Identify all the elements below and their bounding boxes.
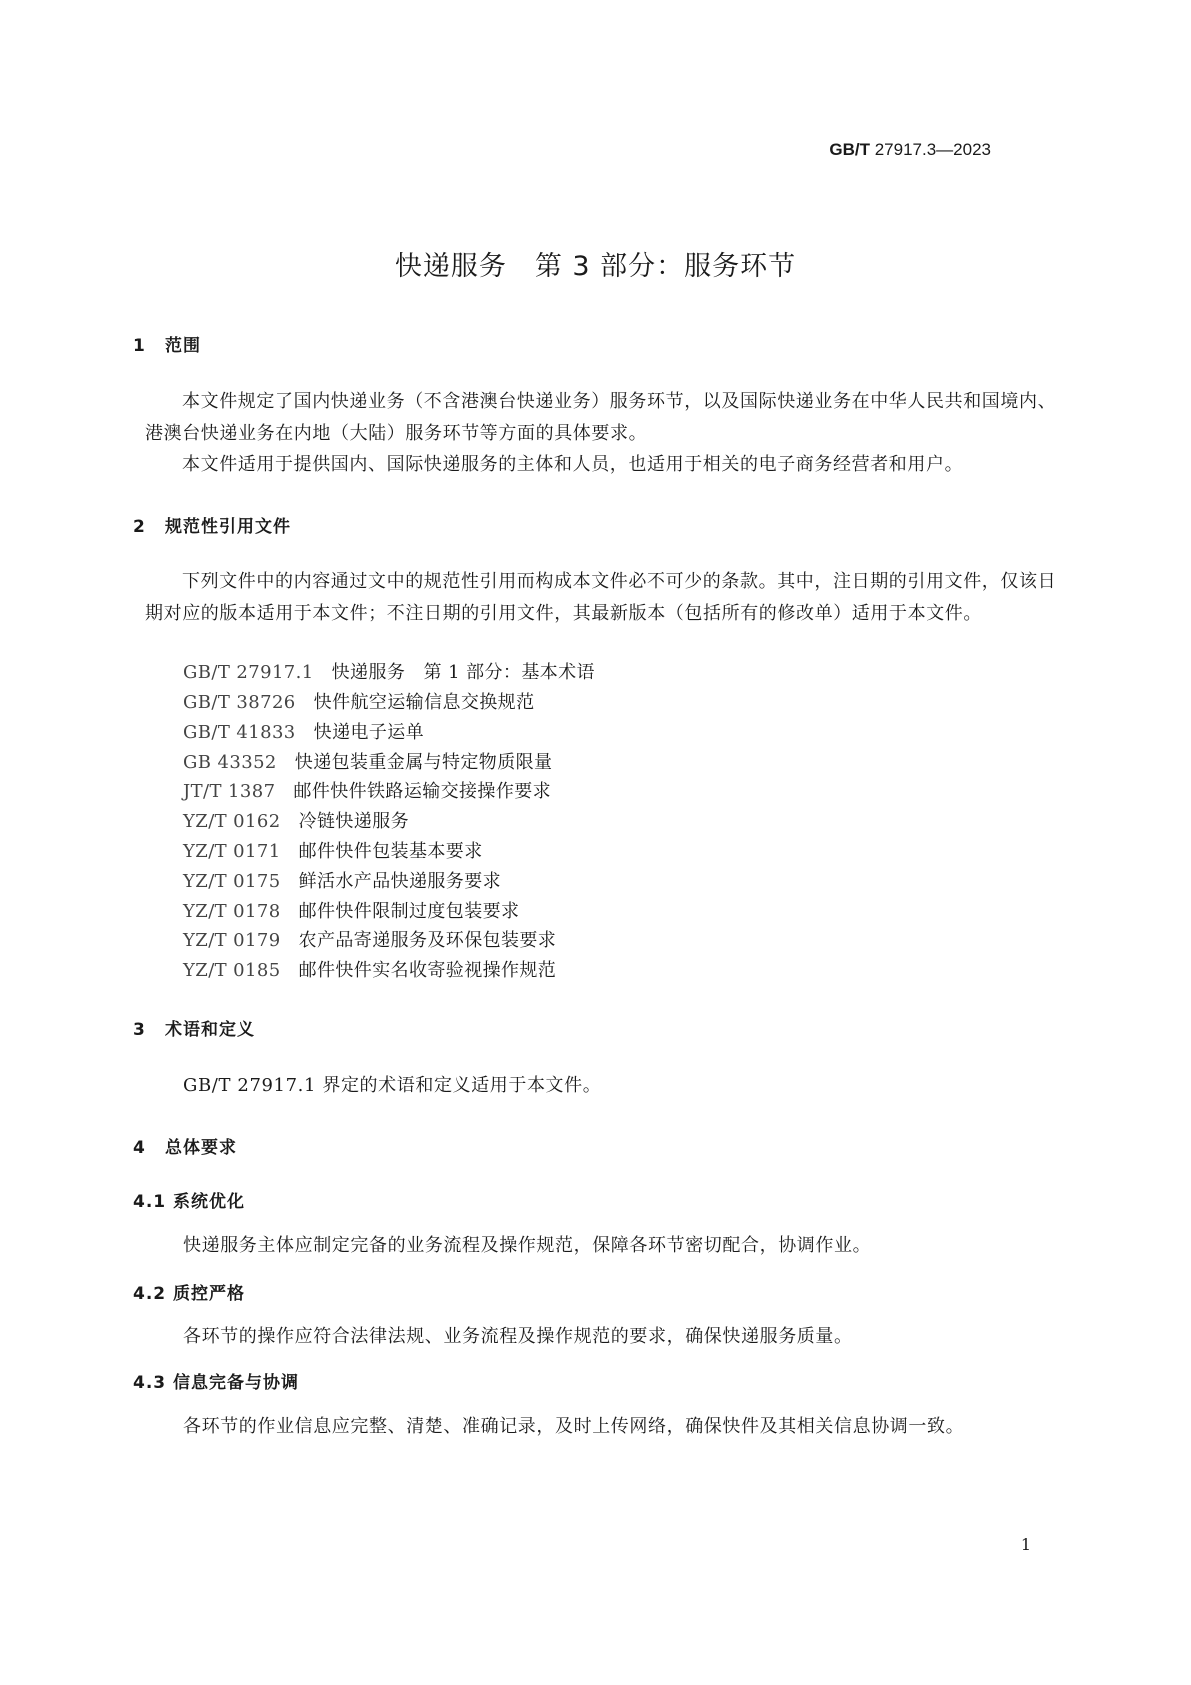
reference-item: [183, 777, 551, 803]
section-number: 3: [133, 1020, 146, 1040]
reference-item: [183, 956, 556, 982]
page-number: 1: [1020, 1535, 1031, 1554]
section-number: 2: [133, 517, 146, 537]
reference-code: YZ/T 0185: [183, 960, 281, 981]
standard-prefix: GB/T: [829, 140, 870, 159]
section-1-paragraph-2: 本文件适用于提供国内、国际快递服务的主体和人员，也适用于相关的电子商务经营者和用户。: [182, 454, 964, 475]
subsection-number: 4.1: [133, 1192, 167, 1212]
reference-code: YZ/T 0162: [183, 811, 281, 832]
reference-code: GB/T 27917.1: [183, 662, 314, 683]
reference-title: 农产品寄递服务及环保包装要求: [298, 930, 557, 951]
reference-title: 快递包装重金属与特定物质限量: [294, 752, 553, 773]
section-1-heading: [133, 331, 201, 356]
section-number: 4: [133, 1138, 146, 1158]
subsection-title: 质控严格: [173, 1284, 245, 1304]
reference-code: GB 43352: [183, 752, 277, 773]
reference-item: [183, 748, 552, 774]
section-title: 总体要求: [165, 1138, 237, 1158]
reference-code: YZ/T 0175: [183, 871, 281, 892]
reference-item: [183, 867, 501, 893]
subsection-4-1-heading: [133, 1187, 245, 1212]
reference-title: 邮件快件包装基本要求: [298, 841, 483, 862]
reference-code: JT/T 1387: [183, 781, 276, 802]
section-number: 1: [133, 336, 146, 356]
reference-title: 邮件快件限制过度包装要求: [298, 901, 520, 922]
subsection-number: 4.2: [133, 1284, 167, 1304]
reference-item: [183, 718, 424, 744]
reference-item: [183, 807, 409, 833]
subsection-4-3-heading: [133, 1368, 299, 1393]
reference-code: YZ/T 0178: [183, 901, 281, 922]
section-2-heading: [133, 512, 291, 537]
document-title: 快递服务 第 3 部分：服务环节: [394, 251, 797, 282]
reference-title: 冷链快递服务: [298, 811, 409, 832]
standard-number: [829, 140, 991, 160]
reference-title: 邮件快件铁路运输交接操作要求: [293, 781, 552, 802]
reference-title: 快递电子运单: [313, 722, 425, 743]
reference-code: YZ/T 0171: [183, 841, 281, 862]
reference-item: [183, 658, 595, 684]
subsection-4-1-text: 快递服务主体应制定完备的业务流程及操作规范，保障各环节密切配合，协调作业。: [183, 1235, 872, 1256]
reference-code: GB/T 38726: [183, 692, 296, 713]
reference-title: 鲜活水产品快递服务要求: [298, 871, 501, 892]
section-4-heading: [133, 1133, 237, 1158]
reference-code: GB/T 41833: [183, 722, 296, 743]
subsection-4-3-text: 各环节的作业信息应完整、清楚、准确记录，及时上传网络，确保快件及其相关信息协调一致。: [183, 1416, 965, 1437]
subsection-title: 系统优化: [173, 1192, 245, 1212]
standard-code: 27917.3—2023: [874, 140, 991, 159]
section-3-heading: [133, 1015, 255, 1040]
subsection-number: 4.3: [133, 1373, 167, 1393]
subsection-4-2-heading: [133, 1279, 245, 1304]
section-title: 范围: [165, 336, 201, 356]
reference-item: [183, 837, 483, 863]
reference-code: YZ/T 0179: [183, 930, 281, 951]
subsection-4-2-text: 各环节的操作应符合法律法规、业务流程及操作规范的要求，确保快递服务质量。: [183, 1326, 853, 1347]
section-title: 术语和定义: [165, 1020, 255, 1040]
section-2-intro: 下列文件中的内容通过文中的规范性引用而构成本文件必不可少的条款。其中，注日期的引用文件，仅该日期对应的版本适用于本文件；不注日期的引用文件，其最新版本（包括所有的修改单）适用于本文件。: [145, 571, 1057, 624]
reference-item: [183, 897, 519, 923]
subsection-title: 信息完备与协调: [173, 1373, 299, 1393]
section-3-text: GB/T 27917.1 界定的术语和定义适用于本文件。: [183, 1075, 602, 1096]
reference-title: 快递服务 第 1 部分：基本术语: [331, 662, 595, 683]
section-title: 规范性引用文件: [165, 517, 291, 537]
reference-item: [183, 926, 556, 952]
reference-title: 快件航空运输信息交换规范: [313, 692, 535, 713]
reference-title: 邮件快件实名收寄验视操作规范: [298, 960, 557, 981]
section-1-paragraph-1: 本文件规定了国内快递业务（不含港澳台快递业务）服务环节，以及国际快递业务在中华人民共和国境内、港澳台快递业务在内地（大陆）服务环节等方面的具体要求。: [145, 391, 1057, 444]
reference-item: [183, 688, 534, 714]
